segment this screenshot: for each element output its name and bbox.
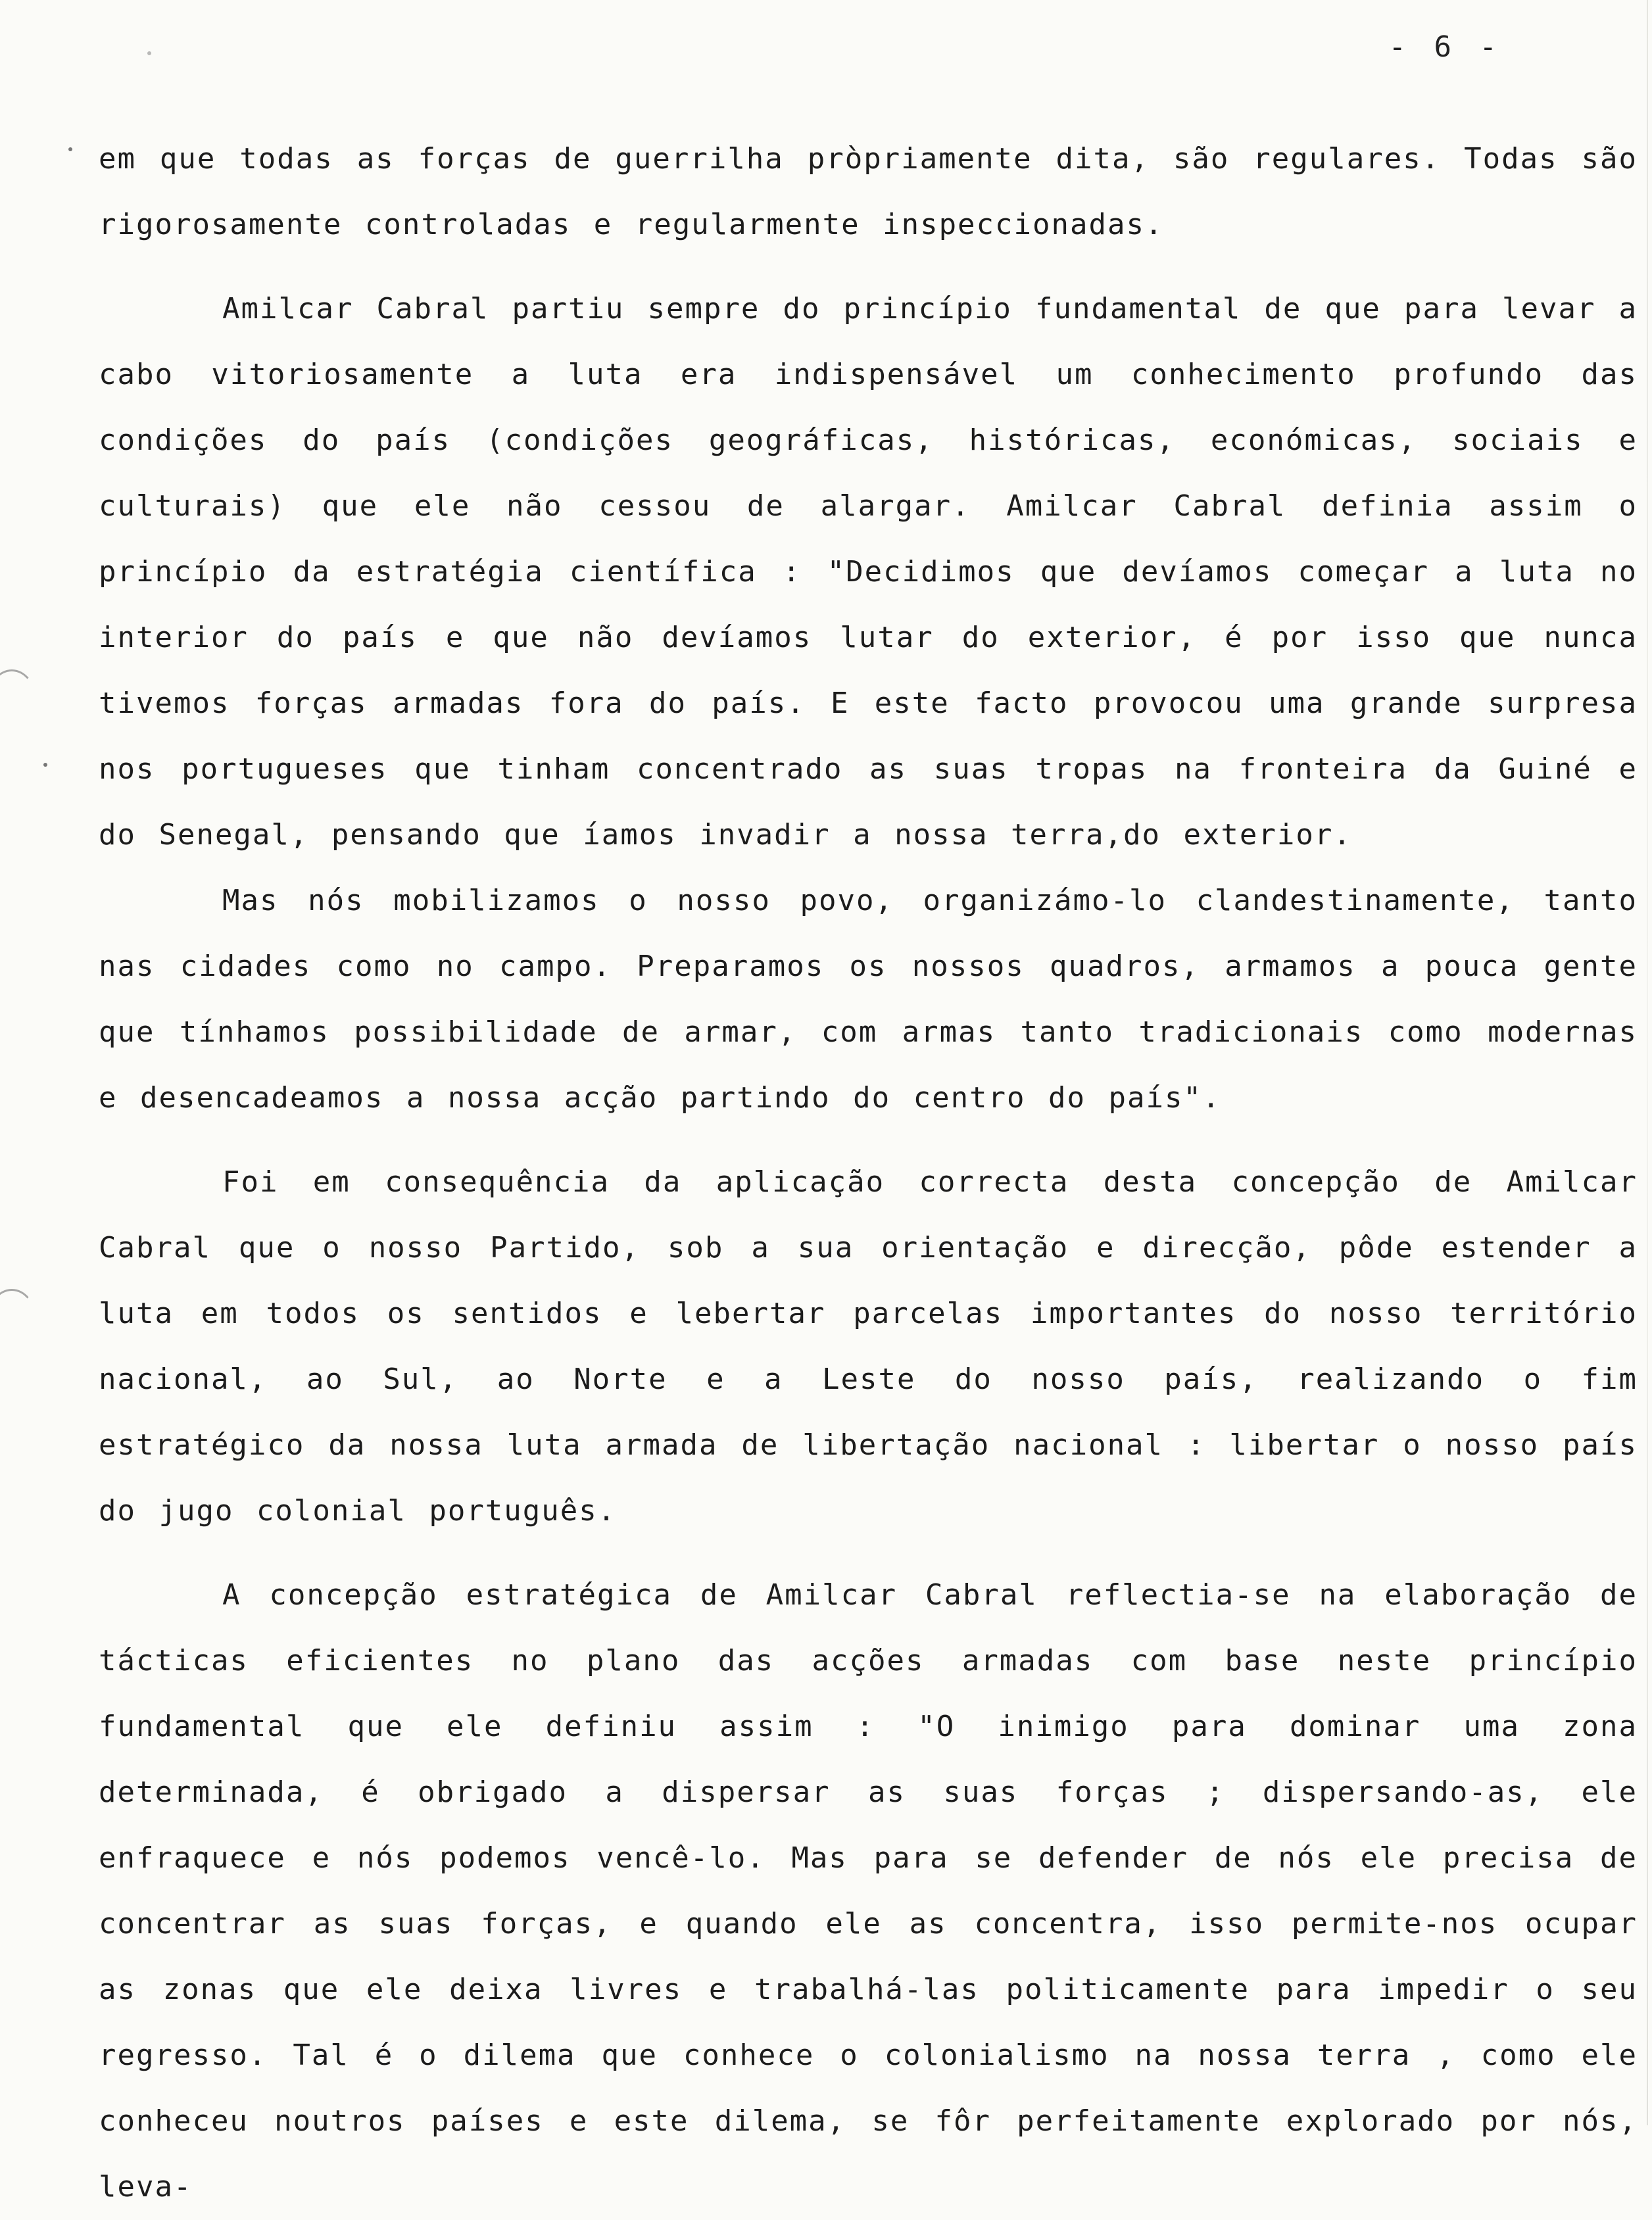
page-number: - 6 - (1388, 30, 1502, 64)
paragraph-5: A concepção estratégica de Amilcar Cabral reflectia-se na elaboração de tácticas eficientes no plano das acções armadas com base neste princípio fundamental que ele definiu assim : "O inimigo para dominar uma zona determinada, é obrigado a dispersar as suas forças ; dispersando-as, ele enfraquece e nós podemos vencê-lo. Mas para se defender de nós ele precisa de concentrar as suas forças, e quando ele as concentra, isso permite-nos ocupar as zonas que ele deixa livres e trabalhá-las politicamente para impedir o seu regresso. Tal é o dilema que conhece o colonialismo na nossa terra , como ele conheceu noutros países e este dilema, se fôr perfeitamente explorado por nós, leva- (99, 1578, 1638, 2204)
scan-speck (147, 51, 151, 55)
paragraph-2: Amilcar Cabral partiu sempre do princípio fundamental de que para levar a cabo vitoriosamente a luta era indispensável um conhecimento profundo das condições do país (condições geográficas, históricas, económicas, sociais e culturais) que ele não cessou de alargar. Amilcar Cabral definia assim o princípio da estratégia científica : "Decidimos que devíamos começar a luta no interior do país e que não devíamos lutar do exterior, é por isso que nunca tivemos forças armadas fora do país. E este facto provocou uma grande surpresa nos portugueses que tinham concentrado as suas tropas na fronteira da Guiné e do Senegal, pensando que íamos invadir a nossa terra,do exterior. (99, 292, 1638, 852)
scan-edge (1647, 0, 1648, 2125)
scan-speck (68, 147, 72, 151)
scan-speck (43, 763, 47, 767)
binder-hole-mark (0, 669, 37, 733)
binder-hole-mark (0, 1289, 37, 1352)
paragraph-1: em que todas as forças de guerrilha pròpriamente dita, são regulares. Todas são rigorosamente controladas e regularmente inspeccionadas. (99, 142, 1638, 241)
paragraph-3: Mas nós mobilizamos o nosso povo, organizámo-lo clandestinamente, tanto nas cidades como no campo. Preparamos os nossos quadros, armamos a pouca gente que tínhamos possibilidade de armar, com armas tanto tradicionais como modernas e desencadeamos a nossa acção partindo do centro do país". (99, 884, 1638, 1115)
paragraph-4: Foi em consequência da aplicação correcta desta concepção de Amilcar Cabral que o nosso Partido, sob a sua orientação e direcção, pôde estender a luta em todos os sentidos e lebertar parcelas importantes do nosso território nacional, ao Sul, ao Norte e a Leste do nosso país, realizando o fim estratégico da nossa luta armada de libertação nacional : libertar o nosso país do jugo colonial português. (99, 1165, 1638, 1528)
body-text (99, 126, 1638, 2220)
